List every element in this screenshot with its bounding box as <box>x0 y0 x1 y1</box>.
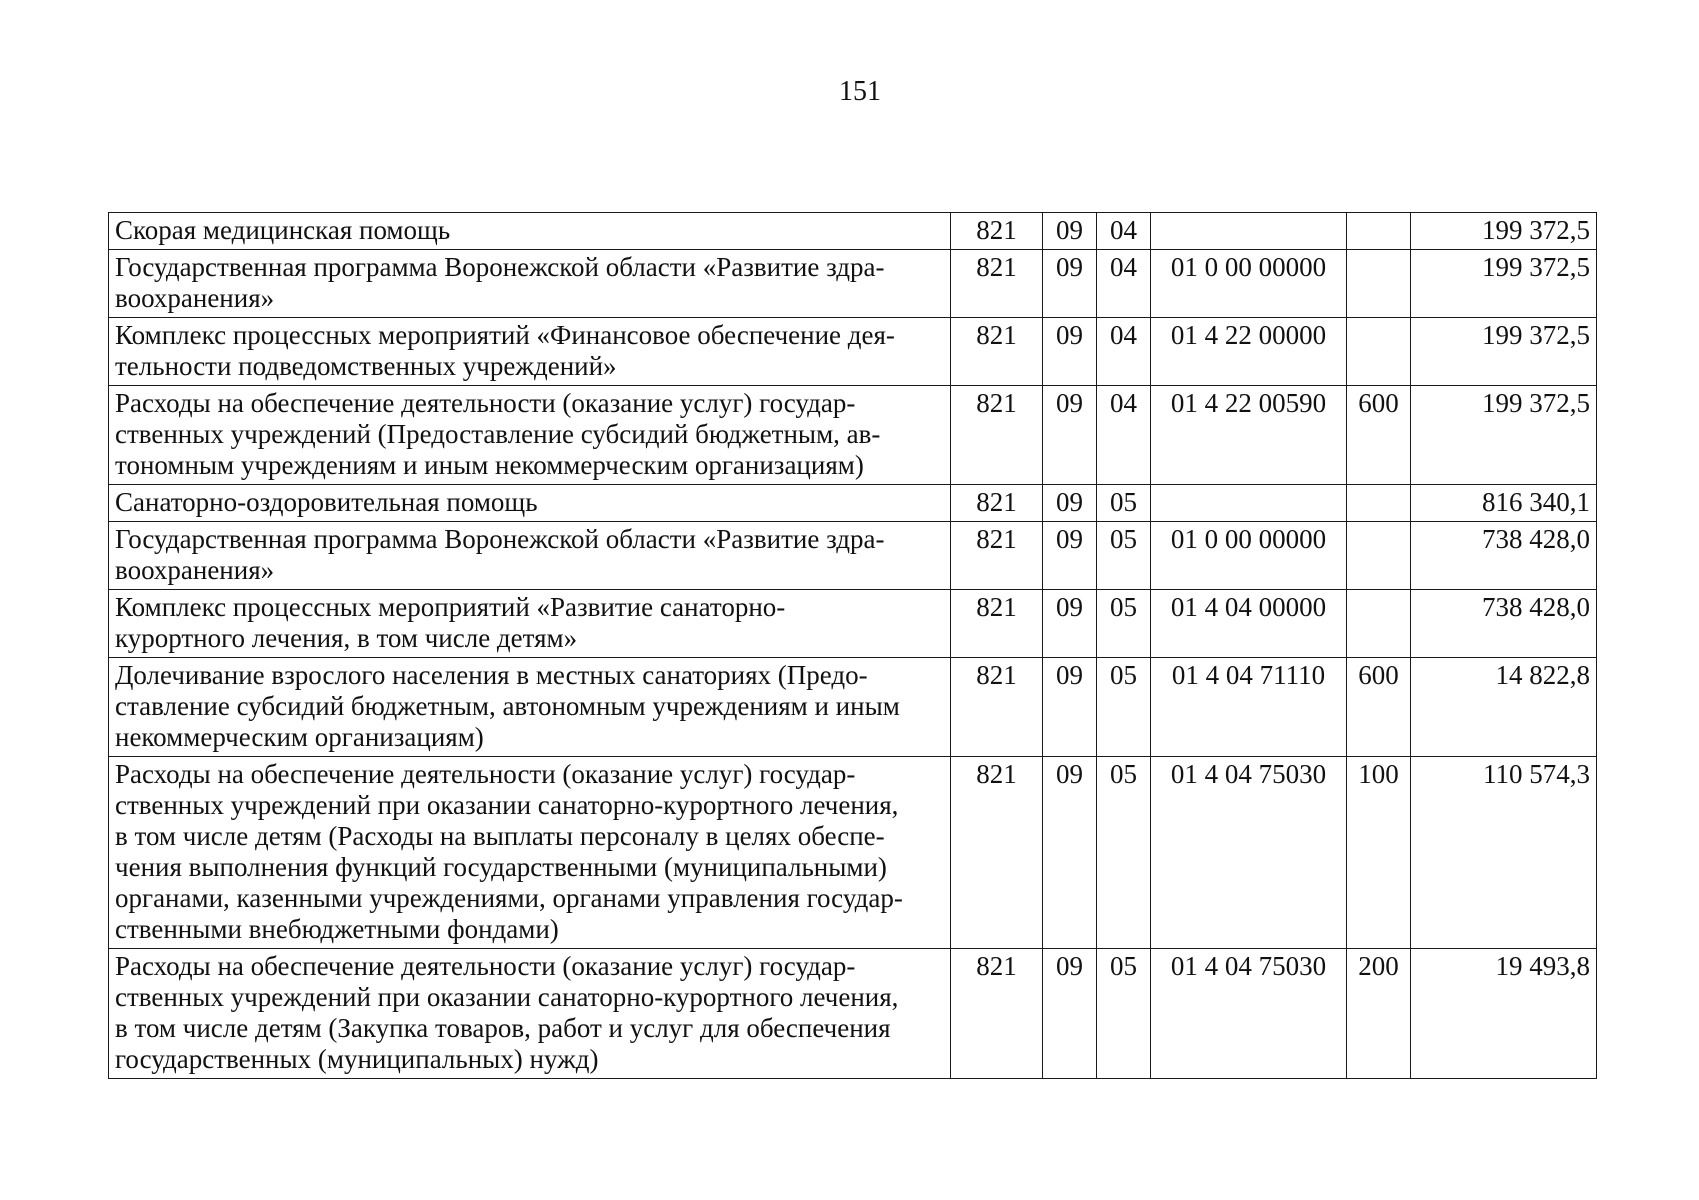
department-code-cell: 821 <box>951 658 1043 757</box>
target-article-cell: 01 4 22 00000 <box>1151 318 1347 386</box>
expense-type-cell <box>1347 318 1411 386</box>
target-article-cell: 01 0 00 00000 <box>1151 522 1347 590</box>
subsection-code-cell: 05 <box>1097 658 1151 757</box>
expense-type-cell: 100 <box>1347 757 1411 949</box>
subsection-code-cell: 05 <box>1097 757 1151 949</box>
section-code-cell: 09 <box>1043 590 1097 658</box>
table-row <box>109 485 1597 522</box>
section-code-cell: 09 <box>1043 658 1097 757</box>
page-number: 151 <box>839 76 881 107</box>
expense-type-cell: 600 <box>1347 386 1411 485</box>
amount-cell: 199 372,5 <box>1411 318 1597 386</box>
section-code-cell: 09 <box>1043 757 1097 949</box>
expense-type-cell <box>1347 213 1411 250</box>
expense-type-cell <box>1347 590 1411 658</box>
expense-name-cell: Комплекс процессных мероприятий «Финансовое обеспечение дея- тельности подведомственных учреждений» <box>109 318 951 386</box>
expense-type-cell: 200 <box>1347 949 1411 1079</box>
table-row <box>109 250 1597 318</box>
target-article-cell: 01 4 04 75030 <box>1151 757 1347 949</box>
target-article-cell <box>1151 213 1347 250</box>
section-code-cell: 09 <box>1043 318 1097 386</box>
expense-name-cell: Расходы на обеспечение деятельности (оказание услуг) государ- ственных учреждений (Предоставление субсидий бюджетным, ав- тономным учреждениям и иным некоммерческим организациям) <box>109 386 951 485</box>
department-code-cell: 821 <box>951 318 1043 386</box>
amount-cell: 738 428,0 <box>1411 522 1597 590</box>
table-row <box>109 213 1597 250</box>
amount-cell: 14 822,8 <box>1411 658 1597 757</box>
subsection-code-cell: 04 <box>1097 250 1151 318</box>
expense-name-cell: Государственная программа Воронежской области «Развитие здра- воохранения» <box>109 250 951 318</box>
target-article-cell: 01 4 22 00590 <box>1151 386 1347 485</box>
department-code-cell: 821 <box>951 522 1043 590</box>
amount-cell: 19 493,8 <box>1411 949 1597 1079</box>
table-row <box>109 522 1597 590</box>
table-row <box>109 590 1597 658</box>
table-row <box>109 757 1597 949</box>
expense-name-cell: Комплекс процессных мероприятий «Развитие санаторно- курортного лечения, в том числе детям» <box>109 590 951 658</box>
target-article-cell: 01 4 04 71110 <box>1151 658 1347 757</box>
table-row <box>109 386 1597 485</box>
department-code-cell: 821 <box>951 590 1043 658</box>
amount-cell: 199 372,5 <box>1411 250 1597 318</box>
amount-cell: 110 574,3 <box>1411 757 1597 949</box>
subsection-code-cell: 05 <box>1097 590 1151 658</box>
table-row <box>109 658 1597 757</box>
expense-name-cell: Скорая медицинская помощь <box>109 213 951 250</box>
expense-name-cell: Санаторно-оздоровительная помощь <box>109 485 951 522</box>
amount-cell: 738 428,0 <box>1411 590 1597 658</box>
expense-name-cell: Долечивание взрослого населения в местных санаториях (Предо- ставление субсидий бюджетным, автономным учреждениям и иным некоммерческим организациям) <box>109 658 951 757</box>
expense-type-cell <box>1347 522 1411 590</box>
table-row <box>109 949 1597 1079</box>
section-code-cell: 09 <box>1043 522 1097 590</box>
department-code-cell: 821 <box>951 949 1043 1079</box>
section-code-cell: 09 <box>1043 485 1097 522</box>
target-article-cell <box>1151 485 1347 522</box>
expense-name-cell: Государственная программа Воронежской области «Развитие здра- воохранения» <box>109 522 951 590</box>
amount-cell: 199 372,5 <box>1411 213 1597 250</box>
section-code-cell: 09 <box>1043 250 1097 318</box>
expense-name-cell: Расходы на обеспечение деятельности (оказание услуг) государ- ственных учреждений при оказании санаторно-курортного лечения, в том числе детям (Закупка товаров, работ и услуг для обеспечения государственных (муниципальных) нужд) <box>109 949 951 1079</box>
subsection-code-cell: 04 <box>1097 386 1151 485</box>
department-code-cell: 821 <box>951 213 1043 250</box>
subsection-code-cell: 04 <box>1097 318 1151 386</box>
department-code-cell: 821 <box>951 485 1043 522</box>
expense-type-cell <box>1347 250 1411 318</box>
expense-type-cell <box>1347 485 1411 522</box>
budget-table <box>108 212 1597 1079</box>
target-article-cell: 01 4 04 00000 <box>1151 590 1347 658</box>
section-code-cell: 09 <box>1043 386 1097 485</box>
subsection-code-cell: 04 <box>1097 213 1151 250</box>
department-code-cell: 821 <box>951 386 1043 485</box>
expense-type-cell: 600 <box>1347 658 1411 757</box>
amount-cell: 816 340,1 <box>1411 485 1597 522</box>
department-code-cell: 821 <box>951 757 1043 949</box>
subsection-code-cell: 05 <box>1097 949 1151 1079</box>
subsection-code-cell: 05 <box>1097 522 1151 590</box>
expense-name-cell: Расходы на обеспечение деятельности (оказание услуг) государ- ственных учреждений при оказании санаторно-курортного лечения, в том числе детям (Расходы на выплаты персоналу в целях обеспе- чения выполнения функций государственными (муниципальными) органами, казенными учреждениями, органами управления государ- ственными внебюджетными фондами) <box>109 757 951 949</box>
department-code-cell: 821 <box>951 250 1043 318</box>
target-article-cell: 01 4 04 75030 <box>1151 949 1347 1079</box>
budget-table-body <box>109 213 1597 1079</box>
section-code-cell: 09 <box>1043 949 1097 1079</box>
table-row <box>109 318 1597 386</box>
section-code-cell: 09 <box>1043 213 1097 250</box>
target-article-cell: 01 0 00 00000 <box>1151 250 1347 318</box>
amount-cell: 199 372,5 <box>1411 386 1597 485</box>
subsection-code-cell: 05 <box>1097 485 1151 522</box>
